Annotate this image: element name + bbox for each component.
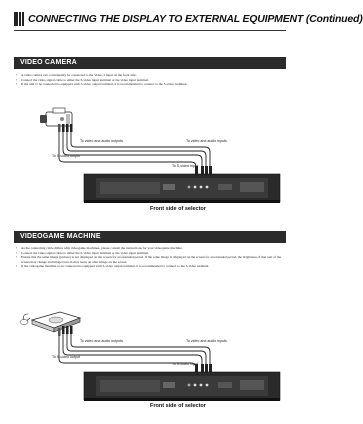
label-video-audio-inputs: To video and audio inputs (186, 339, 227, 343)
bullet-item: • A video camera can conveniently be connected to the Video-3 input on the front side. (16, 73, 284, 78)
label-video-audio-outputs: To video and audio outputs (80, 339, 123, 343)
label-s-video-output: To S-video output (52, 355, 80, 359)
videogame-bullets (16, 246, 284, 269)
selector-front-panel (84, 174, 280, 203)
label-s-video-input: To S-video input (172, 164, 198, 168)
bullet-item: • If the unit to be connected is equipped with S-video output terminal, it is recommended to connect to the S-video terminal. (16, 82, 284, 87)
bullet-item: • Connect the video signal cable to either the S-video input terminal or the video input terminal. (16, 251, 284, 256)
section-title-videogame-machine: VIDEOGAME MACHINE (14, 231, 286, 243)
figure-caption: Front side of selector (150, 403, 206, 409)
label-video-audio-inputs: To video and audio inputs (186, 139, 227, 143)
bullet-item: • As the connecting cable differs with videogame machines, please consult the instructions for your videogame machine. (16, 246, 284, 251)
bullet-item: • If the videogame machine to be connected is equipped with S-video output terminal, it is recommended to connect to the S-video terminal. (16, 264, 284, 269)
bullet-item: • Ensure that the same image (picture) is not displayed on the screen for an extended period. If the same image is displayed on the screen for an extended period, the brightness of that part of the screen may change and image burn-in may leave an after-image on the screen. (16, 255, 284, 264)
page-title: CONNECTING THE DISPLAY TO EXTERNAL EQUIPMENT (Continued) (28, 13, 363, 25)
label-s-video-output: To S-video output (52, 154, 80, 158)
section-title-video-camera: VIDEO CAMERA (14, 57, 286, 69)
selector-front-panel (84, 372, 280, 401)
label-video-audio-outputs: To video and audio outputs (80, 139, 123, 143)
figure-caption: Front side of selector (150, 206, 206, 212)
label-s-video-input: To S-video input (172, 362, 198, 366)
video-camera-icon (40, 108, 72, 126)
bullet-item: • Connect the video signal cable to either the S-video input terminal or the video input terminal. (16, 78, 284, 83)
